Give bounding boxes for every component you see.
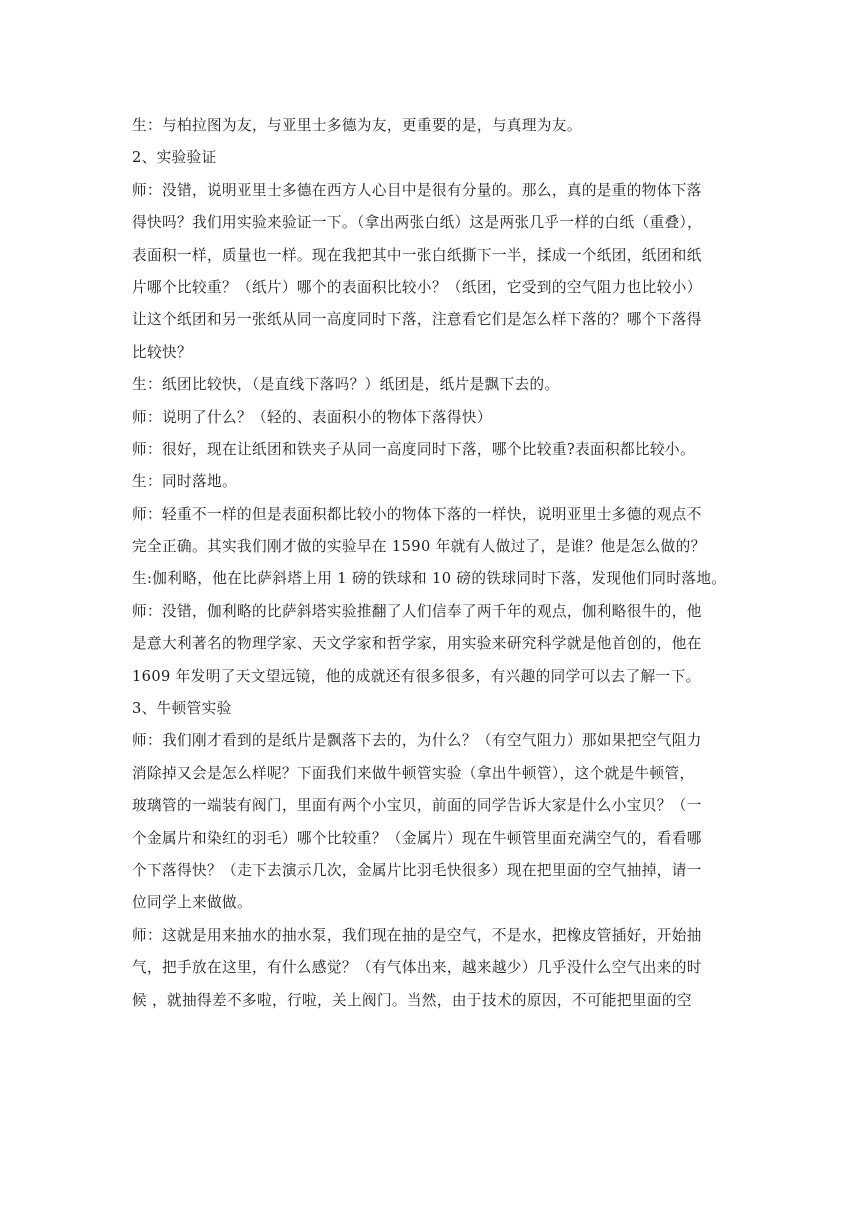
text-line: 1609 年发明了天文望远镜，他的成就还有很多很多，有兴趣的同学可以去了解一下。: [132, 667, 701, 685]
paragraph: [132, 142, 734, 174]
paragraph: [132, 499, 734, 564]
text-line: 师：我们刚才看到的是纸片是飘落下去的，为什么？（有空气阻力）那如果把空气阻力: [132, 732, 702, 750]
text-line: 生：与柏拉图为友，与亚里士多德为友，更重要的是，与真理为友。: [132, 117, 582, 134]
paragraph: [132, 466, 734, 498]
paragraph: [132, 434, 734, 466]
text-line: 片哪个比较重？（纸片）哪个的表面积比较小？（纸团，它受到的空气阻力也比较小）: [132, 278, 702, 296]
text-line: 师：这就是用来抽水的抽水泵，我们现在抽的是空气，不是水，把橡皮管插好，开始抽: [132, 926, 702, 944]
text-line: 表面积一样，质量也一样。现在我把其中一张白纸撕下一半，揉成一个纸团，纸团和纸: [132, 246, 702, 264]
paragraph: [132, 596, 734, 693]
text-line: 消除掉又会是怎么样呢？下面我们来做牛顿管实验（拿出牛顿管），这个就是牛顿管，: [132, 764, 695, 782]
text-line: 个下落得快？（走下去演示几次，金属片比羽毛快很多）现在把里面的空气抽掉，请一: [132, 861, 702, 879]
text-line: 比较快？: [132, 343, 192, 361]
text-line: 候 ，就抽得差不多啦，行啦，关上阀门。当然，由于技术的原因，不可能把里面的空: [132, 991, 692, 1009]
text-line: 得快吗？我们用实验来验证一下。（拿出两张白纸）这是两张几乎一样的白纸（重叠），: [132, 214, 703, 232]
paragraph: [132, 920, 734, 1017]
text-line: 生：纸团比较快，（是直线下落吗？）纸团是，纸片是飘下去的。: [132, 376, 560, 394]
paragraph: [132, 369, 734, 401]
text-line: 是意大利著名的物理学家、天文学家和哲学家，用实验来研究科学就是他首创的，他在: [132, 635, 702, 653]
text-line: 师：没错，说明亚里士多德在西方人心目中是很有分量的。那么，真的是重的物体下落: [132, 181, 702, 199]
text-line: 师：没错，伽利略的比萨斜塔实验推翻了人们信奉了两千年的观点，伽利略很牛的，他: [132, 602, 702, 620]
text-line: 玻璃管的一端装有阀门，里面有两个小宝贝，前面的同学告诉大家是什么小宝贝？（一: [132, 797, 702, 815]
text-line: 个金属片和染红的羽毛）哪个比较重？（金属片）现在牛顿管里面充满空气的，看看哪: [132, 829, 702, 847]
text-line: 生:伽利略，他在比萨斜塔上用 1 磅的铁球和 10 磅的铁球同时下落，发现他们同时落地。: [132, 570, 727, 588]
text-line: 师：轻重不一样的但是表面积都比较小的物体下落的一样快，说明亚里士多德的观点不: [132, 505, 702, 523]
paragraph: [132, 110, 734, 142]
document-body: [132, 110, 734, 1017]
text-line: 气，把手放在这里，有什么感觉？（有气体出来，越来越少）几乎没什么空气出来的时: [132, 959, 702, 977]
text-line: 师：说明了什么？（轻的、表面积小的物体下落得快）: [132, 408, 492, 426]
text-line: 3、牛顿管实验: [132, 700, 232, 718]
paragraph: [132, 563, 734, 595]
paragraph: [132, 725, 734, 919]
text-line: 2、实验验证: [132, 149, 217, 167]
text-line: 位同学上来做做。: [132, 894, 252, 912]
text-line: 完全正确。其实我们刚才做的实验早在 1590 年就有人做过了，是谁？他是怎么做的？: [132, 538, 706, 556]
paragraph: [132, 693, 734, 725]
text-line: 让这个纸团和另一张纸从同一高度同时下落，注意看它们是怎么样下落的？哪个下落得: [132, 311, 702, 329]
paragraph: [132, 402, 734, 434]
paragraph: [132, 175, 734, 369]
text-line: 师：很好，现在让纸团和铁夹子从同一高度同时下落，哪个比较重?表面积都比较小。: [132, 440, 695, 458]
text-line: 生：同时落地。: [132, 473, 237, 491]
